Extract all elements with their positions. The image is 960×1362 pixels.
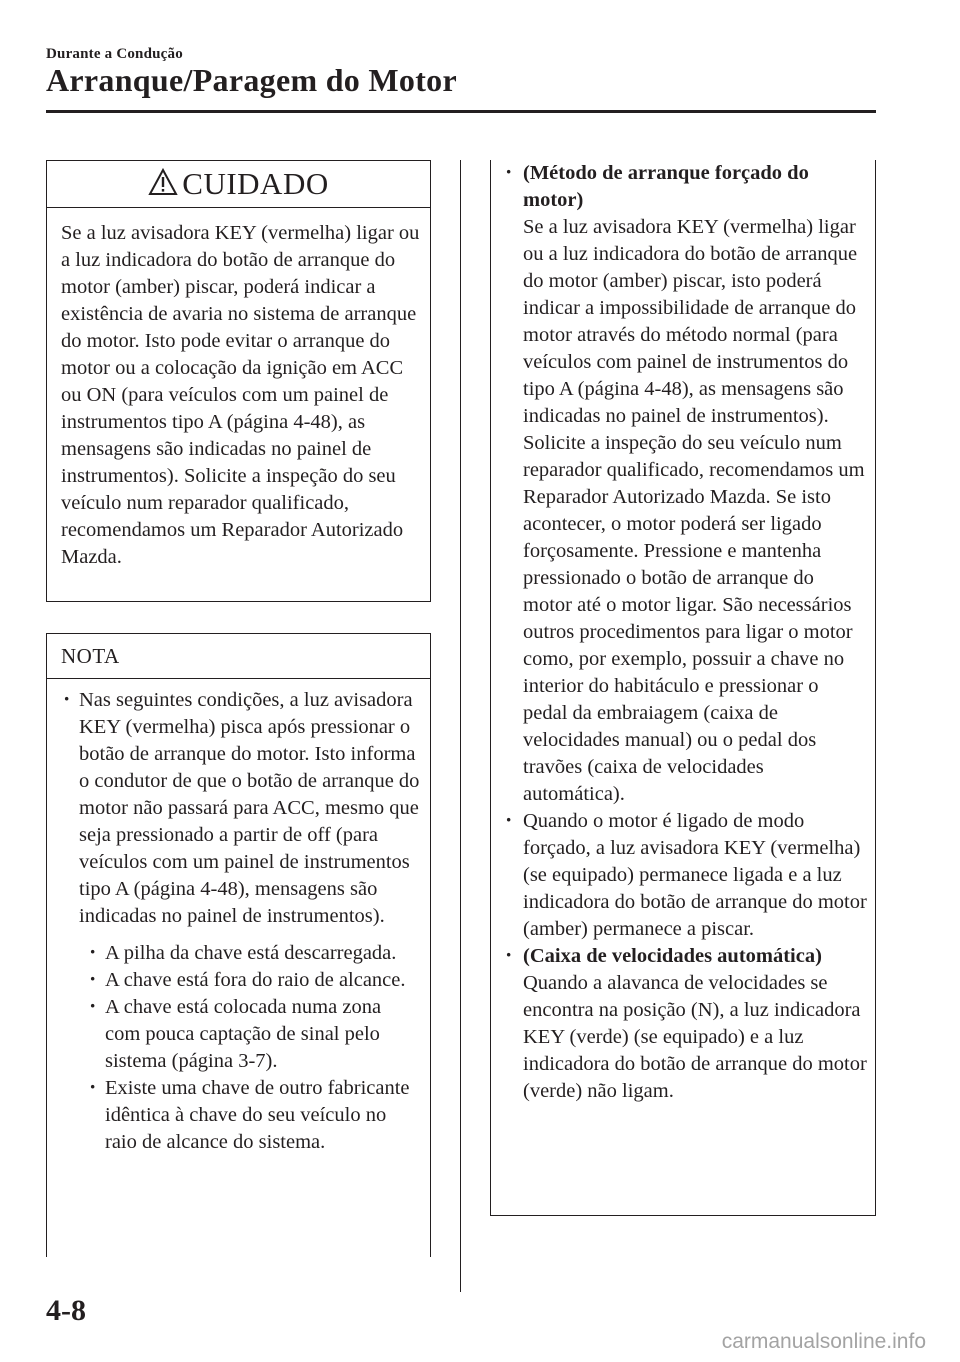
- page-number: 4-8: [46, 1294, 86, 1327]
- forced-mode-item: [503, 808, 867, 943]
- forced-start-heading: · (Método de arranque forçado do motor): [523, 162, 809, 211]
- watermark: carmanualsonline.info: [721, 1330, 926, 1353]
- automatic-transmission-text: Quando a alavanca de velocidades se encontra na posição (N), a luz indicadora KEY (verde) (se equipado) e a luz indicadora do botão de arranque do motor (verde) não ligam.: [523, 972, 867, 1102]
- nota-title: NOTA: [47, 634, 430, 679]
- nota-sub-list: [61, 940, 420, 1156]
- nota-bullet: · Nas seguintes condições, a luz avisadora KEY (vermelha) pisca após pressionar o botão de arranque do motor. Isto informa o condutor de que o botão de arranque do motor não passará para ACC, mesmo que seja pressionado a partir de off (para veículos com um painel de instrumentos tipo A (página 4-48), mensagens são indicadas no painel de instrumentos).: [61, 687, 420, 930]
- forced-start-text: Se a luz avisadora KEY (vermelha) ligar ou a luz indicadora do botão de arranque do motor (amber) piscar, isto poderá indicar a impossibilidade de arranque do motor através do método normal (para veículos com painel de instrumentos do tipo A (página 4-48), as mensagens são indicadas no painel de instrumentos). Solicite a inspeção do seu veículo num reparador qualificado, recomendamos um Reparador Autorizado Mazda. Se isto acontecer, o motor poderá ser ligado forçosamente. Pressione e mantenha pressionado o botão de arranque do motor até o motor ligar. São necessários outros procedimentos para ligar o motor como, por exemplo, possuir a chave no interior do habitáculo e pressionar o pedal da embraiagem (caixa de velocidades manual) ou o pedal dos travões (caixa de velocidades automática).: [523, 216, 865, 805]
- right-note-box: [490, 160, 876, 1216]
- caution-title: CUIDADO: [182, 166, 329, 201]
- nota-sub-item: · A chave está fora do raio de alcance.: [87, 967, 420, 994]
- forced-start-item: [503, 160, 867, 808]
- caution-box: [46, 160, 431, 602]
- automatic-transmission-item: [503, 943, 867, 1105]
- page-title: Arranque/Paragem do Motor: [46, 62, 457, 98]
- caution-text: Se a luz avisadora KEY (vermelha) ligar ou a luz indicadora do botão de arranque do motor (amber) piscar, poderá indicar a existência de avaria no sistema de arranque do motor. Isto pode evitar o arranque do motor ou a colocação da ignição em ACC ou ON (para veículos com um painel de instrumentos tipo A (página 4-48), as mensagens são indicadas no painel de instrumentos). Solicite a inspeção do seu veículo num reparador qualificado, recomendamos um Reparador Autorizado Mazda.: [61, 222, 420, 568]
- automatic-transmission-heading: · (Caixa de velocidades automática): [523, 945, 822, 967]
- column-divider: [460, 160, 461, 1292]
- warning-triangle-icon: [148, 168, 178, 201]
- title-rule: [46, 110, 876, 113]
- nota-sub-item: · A chave está colocada numa zona com pouca captação de sinal pelo sistema (página 3-7).: [87, 994, 420, 1075]
- nota-sub-item: · Existe uma chave de outro fabricante idêntica à chave do seu veículo no raio de alcance do sistema.: [87, 1075, 420, 1156]
- section-label: Durante a Condução: [46, 46, 183, 62]
- forced-mode-text: · Quando o motor é ligado de modo forçado, a luz avisadora KEY (vermelha) (se equipado) permanece ligada e a luz indicadora do botão de arranque do motor (amber) permanece a piscar.: [523, 810, 867, 940]
- nota-sub-item: · A pilha da chave está descarregada.: [87, 940, 420, 967]
- caution-header: [47, 161, 430, 208]
- nota-box: [46, 633, 431, 1257]
